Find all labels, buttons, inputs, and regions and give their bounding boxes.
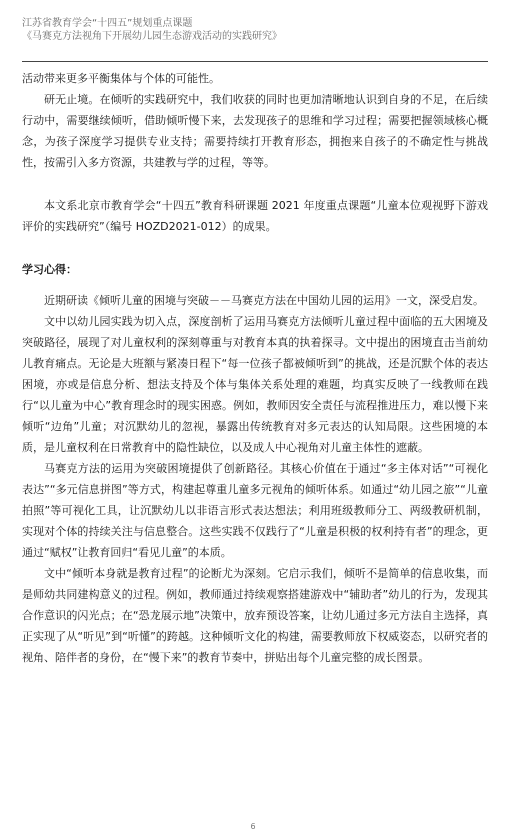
header-research-title: 《马赛克方法视角下开展幼儿园生态游戏活动的实践研究》	[22, 31, 282, 42]
spacer	[22, 173, 488, 195]
paragraph-reflection: 研无止境。在倾听的实践研究中，我们收获的同时也更加清晰地认识到自身的不足，在后续行动中，需要继续倾听，借助倾听慢下来，去发现孩子的思维和学习过程；需要把握领域核心概念，为孩子深度学习提供专业支持；需要持续打开教育形态，拥抱来自孩子的不确定性与挑战性，按需引入多方资源，共建教与学的过程，等等。	[22, 93, 488, 169]
page-header	[22, 17, 492, 43]
paragraph-continuation: 活动带来更多平衡集体与个体的可能性。	[22, 72, 220, 85]
spacer	[22, 280, 488, 290]
paragraph-funding-note: 本文系北京市教育学会“十四五”教育科研课题 2021 年度重点课题“儿童本位观视野下游戏评价的实践研究”（编号 HOZD2021-012）的成果。	[22, 199, 488, 233]
paragraph-intro: 近期研读《倾听儿童的困境与突破－－马赛克方法在中国幼儿园的运用》一文，深受启发。	[44, 294, 484, 307]
header-project-title: 江苏省教育学会“十四五”规划重点课题	[22, 18, 193, 29]
spacer	[22, 237, 488, 259]
paragraph-mosaic-method: 马赛克方法的运用为突破困境提供了创新路径。其核心价值在于通过“多主体对话”“可视化表达”“多元信息拼图”等方式，构建起尊重儿童多元视角的倾听体系。如通过“幼儿园之旅”“儿童拍照”等可视化工具，让沉默幼儿以非语言形式表达想法；利用班级教师分工、两级教研机制，实现对个体的持续关注与信息整合。这些实践不仅践行了“儿童是积极的权利持有者”的理念，更通过“赋权”让教育回归“看见儿童”的本质。	[22, 462, 488, 559]
paragraph-listening-process: 文中“倾听本身就是教育过程”的论断尤为深刻。它启示我们，倾听不是简单的信息收集，而是师幼共同建构意义的过程。例如，教师通过持续观察搭建游戏中“辅助者”幼儿的行为，发现其合作意识的闪光点；在“恐龙展示地”决策中，放弃预设答案，让幼儿通过多元方法自主选择，真正实现了从“听见”到“听懂”的跨越。这种倾听文化的构建，需要教师放下权威姿态，以研究者的视角、陪伴者的身份，在“慢下来”的教育节奏中，拼贴出每个儿童完整的成长图景。	[22, 567, 488, 664]
document-body	[22, 68, 488, 668]
paragraph-dilemmas: 文中以幼儿园实践为切入点，深度剖析了运用马赛克方法倾听儿童过程中面临的五大困境及突破路径，展现了对儿童权利的深刻尊重与对教育本真的执着探寻。文中提出的困境直击当前幼儿教育痛点。无论是大班额与紧凑日程下“每一位孩子都被倾听到”的挑战，还是沉默个体的表达困境，亦或是信息分析、想法支持及个体与集体关系处理的难题，均真实反映了一线教师在践行“以儿童为中心”教育理念时的现实困惑。例如，教师因安全责任与流程推进压力，难以慢下来倾听“边角”儿童；对沉默幼儿的忽视，暴露出传统教育对多元表达的认知局限。这些困境的本质，是儿童权利在日常教育中的隐性缺位，以及成人中心视角对儿童主体性的遮蔽。	[22, 315, 488, 454]
header-divider	[22, 61, 488, 62]
section-heading: 学习心得：	[22, 263, 77, 276]
page-number: 6	[250, 822, 256, 831]
